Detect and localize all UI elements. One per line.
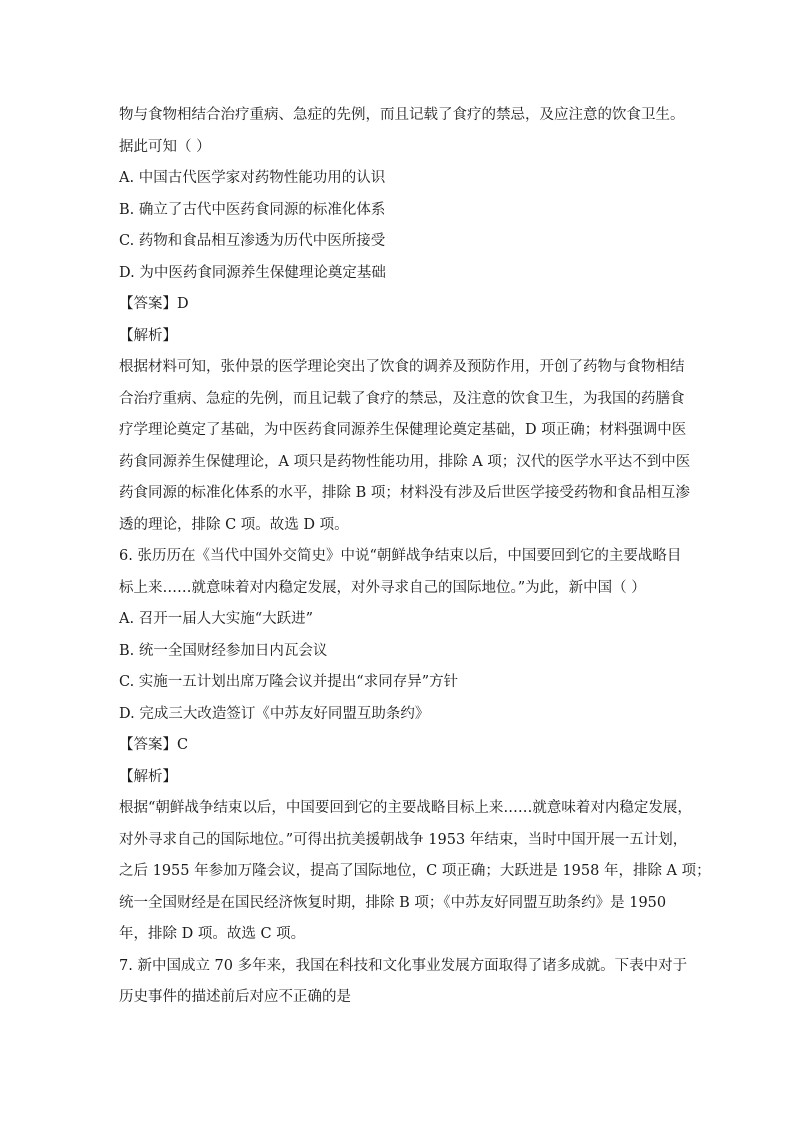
q5-analysis-label: 【解析】 xyxy=(119,327,177,344)
q6-analysis-line-2: 对外寻求自己的国际地位。”可得出抗美援朝战争 1953 年结束，当时中国开展一五计划， xyxy=(119,831,688,848)
q6-analysis-label: 【解析】 xyxy=(119,768,177,785)
q7-stem-line-1: 7. 新中国成立 70 多年来，我国在科技和文化事业发展方面取得了诸多成就。下表中对于 xyxy=(119,957,688,974)
q6-option-d: D. 完成三大改造签订《中苏友好同盟互助条约》 xyxy=(119,705,430,722)
q5-option-b: B. 确立了古代中医药食同源的标准化体系 xyxy=(119,201,386,218)
q6-option-b: B. 统一全国财经参加日内瓦会议 xyxy=(119,642,328,659)
q6-option-a: A. 召开一届人大实施“大跃进” xyxy=(119,611,314,627)
q5-option-d: D. 为中医药食同源养生保健理论奠定基础 xyxy=(119,264,386,281)
q5-stem-line-2: 据此可知（ ） xyxy=(119,138,211,155)
q5-option-c: C. 药物和食品相互渗透为历代中医所接受 xyxy=(119,233,386,249)
q6-answer: 【答案】C xyxy=(119,737,189,753)
q5-analysis-line-6: 透的理论，排除 C 项。故选 D 项。 xyxy=(119,516,349,533)
q6-stem-line-1: 6. 张历历在《当代中国外交简史》中说“朝鲜战争结束以后，中国要回到它的主要战略目 xyxy=(119,548,682,564)
q5-analysis-line-3: 疗学理论奠定了基础，为中医药食同源养生保健理论奠定基础，D 项正确；材料强调中医 xyxy=(119,422,687,438)
q6-option-c: C. 实施一五计划出席万隆会议并提出“求同存异”方针 xyxy=(119,674,459,690)
q6-analysis-line-4: 统一全国财经是在国民经济恢复时期，排除 B 项；《中苏友好同盟互助条约》是 1950 xyxy=(119,894,667,911)
q5-analysis-line-5: 药食同源的标准化体系的水平，排除 B 项；材料没有涉及后世医学接受药物和食品相互渗 xyxy=(119,485,690,501)
q7-stem-line-2: 历史事件的描述前后对应不正确的是 xyxy=(119,989,351,1005)
q6-stem-line-2: 标上来……就意味着对内稳定发展，对外寻求自己的国际地位。”为此，新中国（ ） xyxy=(119,579,646,596)
q5-analysis-line-1: 根据材料可知，张仲景的医学理论突出了饮食的调养及预防作用，开创了药物与食物相结 xyxy=(119,359,685,375)
q5-answer: 【答案】D xyxy=(119,296,189,312)
q5-option-a: A. 中国古代医学家对药物性能功用的认识 xyxy=(119,170,386,186)
q6-analysis-line-3: 之后 1955 年参加万隆会议，提高了国际地位，C 项正确；大跃进是 1958 年，排除 A 项； xyxy=(119,863,711,879)
q5-analysis-line-2: 合治疗重病、急症的先例，而且记载了食疗的禁忌，及注意的饮食卫生，为我国的药膳食 xyxy=(119,390,685,407)
q6-analysis-line-1: 根据“朝鲜战争结束以后，中国要回到它的主要战略目标上来……就意味着对内稳定发展， xyxy=(119,800,692,816)
document-content xyxy=(119,100,711,1014)
q5-analysis-line-4: 药食同源养生保健理论，A 项只是药物性能功用，排除 A 项；汉代的医学水平达不到中医 xyxy=(119,453,691,470)
q5-stem-line-1: 物与食物相结合治疗重病、急症的先例，而且记载了食疗的禁忌，及应注意的饮食卫生。 xyxy=(119,107,685,123)
q6-analysis-line-5: 年，排除 D 项。故选 C 项。 xyxy=(119,926,306,942)
